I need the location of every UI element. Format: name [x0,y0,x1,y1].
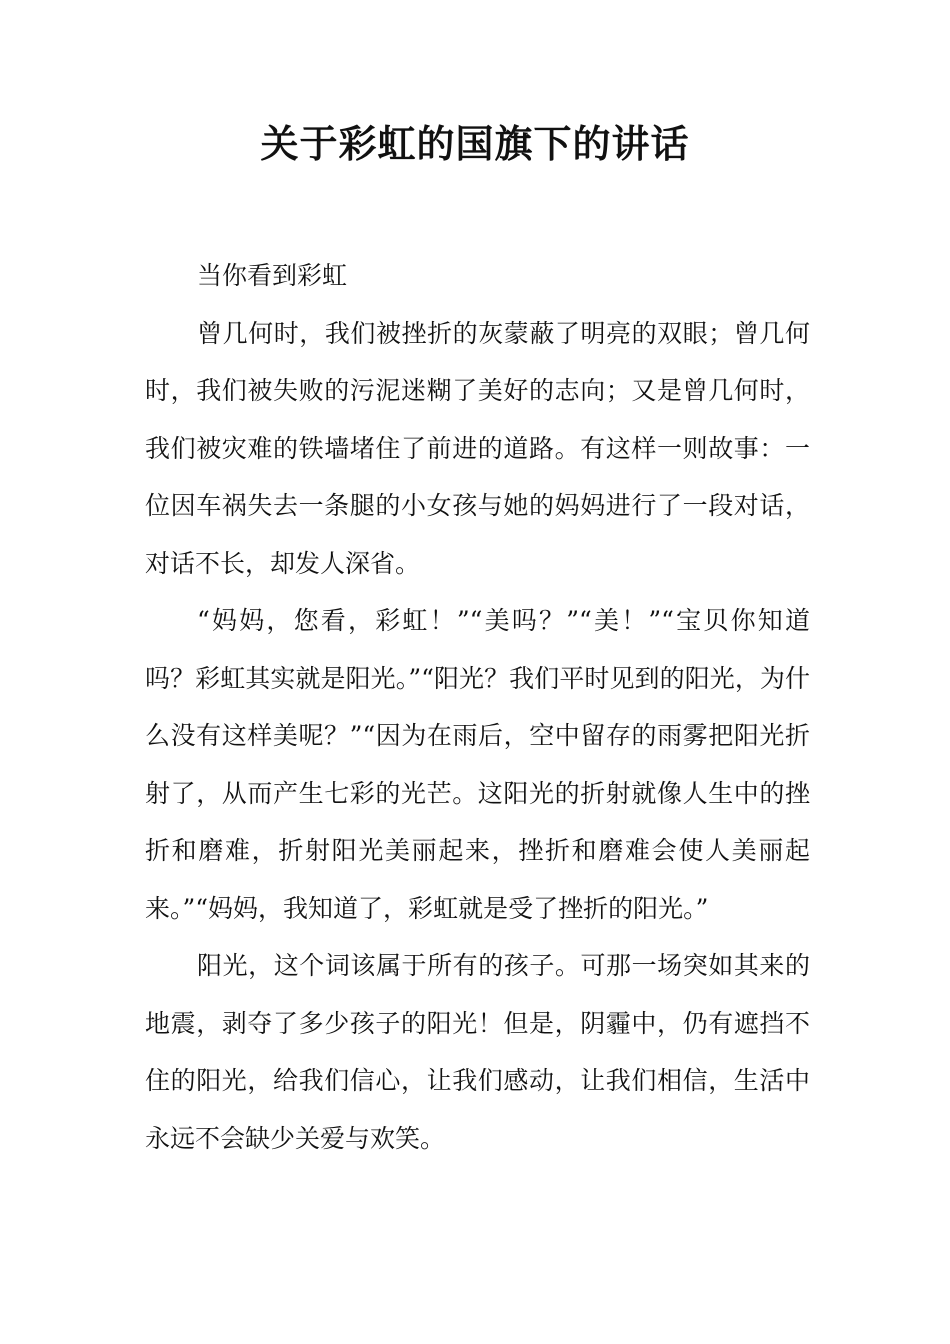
paragraph: 阳光，这个词该属于所有的孩子。可那一场突如其来的地震，剥夺了多少孩子的阳光！但是，阴霾中，仍有遮挡不住的阳光，给我们信心，让我们感动，让我们相信，生活中永远不会缺少关爱与欢笑。 [145,951,810,1153]
document-body [145,247,810,1167]
paragraph: 曾几何时，我们被挫折的灰蒙蔽了明亮的双眼；曾几何时，我们被失败的污泥迷糊了美好的志向；又是曾几何时，我们被灾难的铁墙堵住了前进的道路。有这样一则故事：一位因车祸失去一条腿的小女孩与她的妈妈进行了一段对话，对话不长，却发人深省。 [145,318,810,578]
paragraph: “妈妈，您看，彩虹！”“美吗？”“美！”“宝贝你知道吗？彩虹其实就是阳光。”“阳光？我们平时见到的阳光，为什么没有这样美呢？”“因为在雨后，空中留存的雨雾把阳光折射了，从而产生七彩的光芒。这阳光的折射就像人生中的挫折和磨难，折射阳光美丽起来，挫折和磨难会使人美丽起来。”“妈妈，我知道了，彩虹就是受了挫折的阳光。” [145,606,810,923]
paragraph-subtitle: 当你看到彩虹 [197,261,348,290]
document-title: 关于彩虹的国旗下的讲话 [260,121,690,166]
